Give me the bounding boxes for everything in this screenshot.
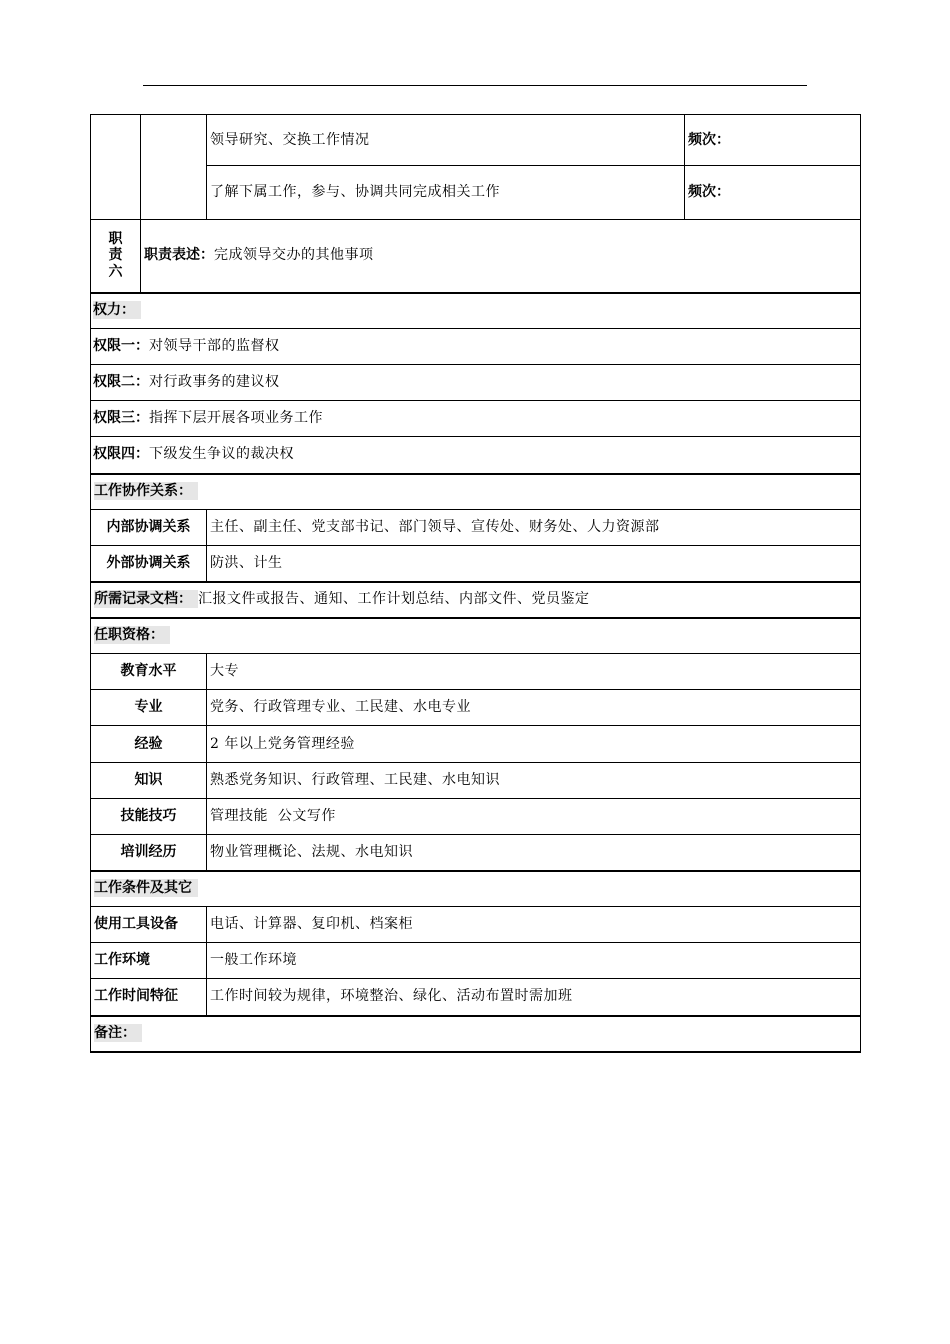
conditions-heading-row [91,871,861,907]
qualification-label: 培训经历 [91,835,207,871]
qualification-value: 大专 [207,654,861,690]
qualification-label: 教育水平 [91,654,207,690]
authority-label: 权限二： [93,374,149,391]
qualification-label: 经验 [91,726,207,763]
external-relations-label: 外部协调关系 [91,546,207,582]
condition-value: 工作时间较为规律，环境整治、绿化、活动布置时需加班 [207,979,861,1016]
job-description-table [90,114,861,1053]
qualification-label: 技能技巧 [91,799,207,835]
conditions-heading: 工作条件及其它 [94,879,198,897]
authority-label: 权限三： [93,410,149,427]
qualification-value: 管理技能 公文写作 [207,799,861,835]
qualifications-heading: 任职资格： [94,626,170,644]
records-label: 所需记录文档： [94,590,198,608]
condition-row [91,943,861,979]
duty-row [91,115,861,166]
qualification-row [91,835,861,871]
records-value: 汇报文件或报告、通知、工作计划总结、内部文件、党员鉴定 [198,591,590,608]
condition-label: 工作环境 [91,943,207,979]
duty-cont-col2 [141,115,207,220]
condition-row [91,979,861,1016]
external-relations-value: 防洪、计生 [207,546,861,582]
qualification-value: 2 年以上党务管理经验 [207,726,861,763]
qualification-value: 熟悉党务知识、行政管理、工民建、水电知识 [207,763,861,799]
duty-six-title [91,220,141,293]
authority-text: 下级发生争议的裁决权 [149,446,294,463]
condition-row [91,907,861,943]
qualification-label: 知识 [91,763,207,799]
authority-label: 权限四： [93,446,149,463]
qualification-row [91,690,861,726]
qualifications-heading-row [91,618,861,654]
qualification-row [91,799,861,835]
internal-relations-label: 内部协调关系 [91,510,207,546]
condition-label: 工作时间特征 [91,979,207,1016]
qualification-row [91,726,861,763]
condition-label: 使用工具设备 [91,907,207,943]
authority-heading: 权力： [93,301,141,319]
duty-six-text: 完成领导交办的其他事项 [214,247,374,264]
qualification-label: 专业 [91,690,207,726]
remarks-heading: 备注： [94,1024,142,1042]
internal-relations-value: 主任、副主任、党支部书记、部门领导、宣传处、财务处、人力资源部 [207,510,861,546]
authority-item [91,329,861,365]
qualification-row [91,654,861,690]
remarks-row [91,1016,861,1052]
duty-six-char: 责 [108,247,123,264]
duty-text: 了解下属工作，参与、协调共同完成相关工作 [207,166,685,220]
authority-text: 对行政事务的建议权 [149,374,280,391]
authority-item [91,365,861,401]
duty-cont-col1 [91,115,141,220]
qualification-value: 物业管理概论、法规、水电知识 [207,835,861,871]
authority-item [91,401,861,437]
authority-text: 对领导干部的监督权 [149,338,280,355]
records-row [91,582,861,618]
relations-heading-row [91,474,861,510]
condition-value: 电话、计算器、复印机、档案柜 [207,907,861,943]
relations-heading: 工作协作关系： [94,482,198,500]
header-rule [143,85,807,86]
external-relations-row [91,546,861,582]
duty-six-char: 职 [108,230,123,247]
duty-six-label: 职责表述： [144,247,214,264]
duty-six-description [141,220,861,293]
authority-text: 指挥下层开展各项业务工作 [149,410,323,427]
duty-frequency-label: 频次： [685,115,861,166]
duty-text: 领导研究、交换工作情况 [207,115,685,166]
duty-row [91,166,861,220]
condition-value: 一般工作环境 [207,943,861,979]
duty-frequency-label: 频次： [685,166,861,220]
duty-six-char: 六 [108,264,123,281]
authority-label: 权限一： [93,338,149,355]
internal-relations-row [91,510,861,546]
authority-heading-row [91,293,861,329]
duty-six-row [91,220,861,293]
qualification-value: 党务、行政管理专业、工民建、水电专业 [207,690,861,726]
qualification-row [91,763,861,799]
authority-item [91,437,861,474]
